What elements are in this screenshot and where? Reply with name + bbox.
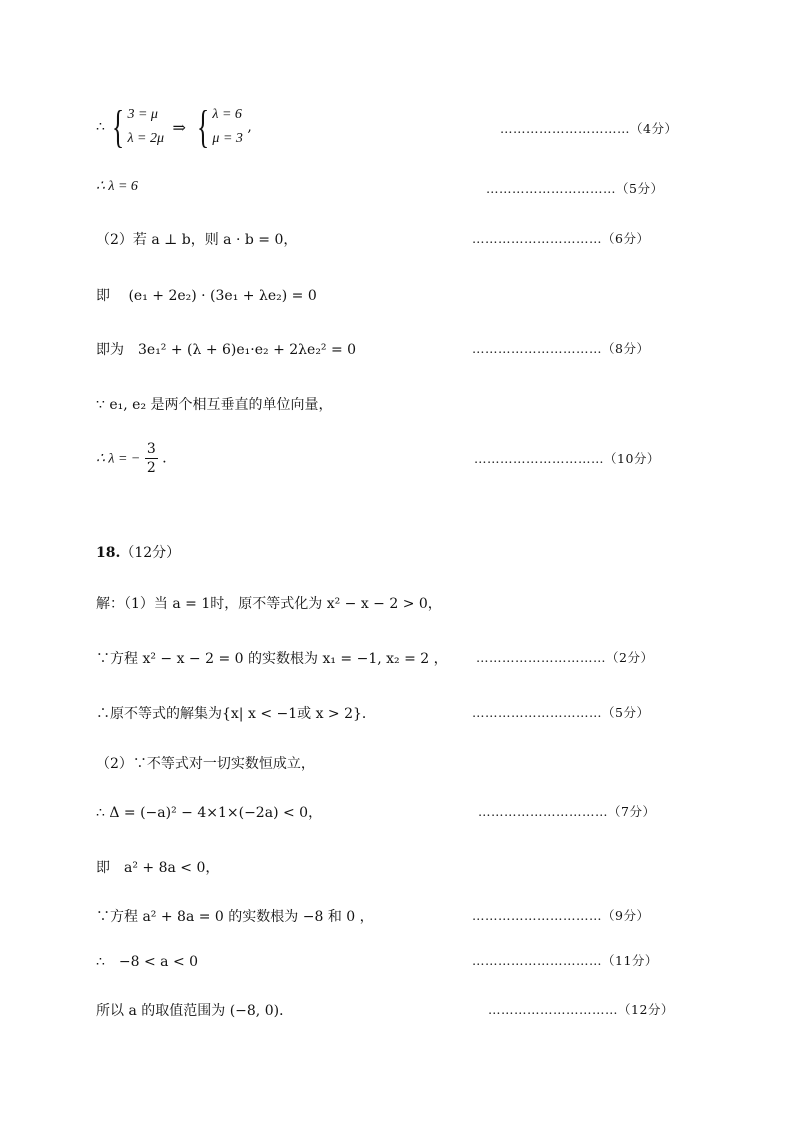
equation: λ = 6: [212, 107, 242, 122]
left-brace-icon: {: [197, 101, 210, 152]
implies-symbol: ⇒: [172, 117, 186, 137]
score-marker: …………………………（8分）: [472, 341, 650, 356]
solution-line: ∴原不等式的解集为{x| x < −1或 x > 2}．: [96, 706, 376, 722]
problem-header: [96, 542, 180, 562]
score-marker: …………………………（11分）: [472, 953, 658, 968]
left-brace-icon: {: [112, 101, 125, 152]
solution-line: ∵方程 a² + 8a = 0 的实数根为 −8 和 0 ，: [96, 909, 374, 925]
score-marker: …………………………（2分）: [476, 650, 654, 665]
solution-line: （2）若 a ⊥ b，则 a · b = 0，: [96, 232, 298, 248]
solution-line: 即 a² + 8a < 0，: [96, 860, 220, 876]
solution-line: ∴ Δ = (−a)² − 4×1×(−2a) < 0，: [96, 805, 323, 821]
solution-line: ∴ λ = 6: [96, 179, 138, 194]
fraction-denominator: 2: [146, 460, 156, 476]
score-marker: …………………………（4分）: [500, 121, 678, 136]
lambda-expression: ∴ λ = −: [96, 451, 141, 467]
solution-line-system: [96, 103, 252, 151]
score-marker: …………………………（7分）: [478, 804, 656, 819]
solution-line: 解：（1）当 a = 1时，原不等式化为 x² − x − 2 > 0，: [96, 596, 442, 612]
score-marker: …………………………（10分）: [474, 451, 660, 466]
equation-system-right: [194, 103, 243, 151]
equation: λ = 2μ: [127, 131, 165, 146]
equation: μ = 3: [212, 131, 243, 146]
solution-line: ∵方程 x² − x − 2 = 0 的实数根为 x₁ = −1, x₂ = 2 ，: [96, 651, 448, 667]
score-marker: …………………………（9分）: [472, 908, 650, 923]
punctuation: ,: [247, 119, 252, 135]
solution-line-fraction: [96, 440, 176, 477]
problem-number: 18.: [96, 545, 121, 561]
equation-system-left: [109, 103, 164, 151]
score-marker: …………………………（6分）: [472, 231, 650, 246]
score-marker: …………………………（5分）: [472, 705, 650, 720]
solution-line: 即 (e₁ + 2e₂) · (3e₁ + λe₂) = 0: [96, 288, 317, 304]
equation: 3 = μ: [127, 107, 158, 122]
solution-line: （2）∵不等式对一切实数恒成立，: [96, 756, 315, 772]
fraction: [145, 440, 158, 477]
solution-line: ∵ e₁, e₂ 是两个相互垂直的单位向量，: [96, 397, 333, 413]
problem-points: （12分）: [120, 545, 181, 561]
solution-line: 即为 3e₁² + (λ + 6)e₁·e₂ + 2λe₂² = 0: [96, 342, 357, 358]
punctuation: ．: [162, 450, 177, 467]
therefore-symbol: ∴: [96, 119, 105, 135]
score-marker: …………………………（5分）: [486, 181, 664, 196]
fraction-numerator: 3: [146, 441, 156, 457]
score-marker: …………………………（12分）: [488, 1002, 674, 1017]
solution-line: ∴ −8 < a < 0: [96, 954, 199, 970]
solution-line: 所以 a 的取值范围为 (−8, 0)．: [96, 1003, 294, 1019]
